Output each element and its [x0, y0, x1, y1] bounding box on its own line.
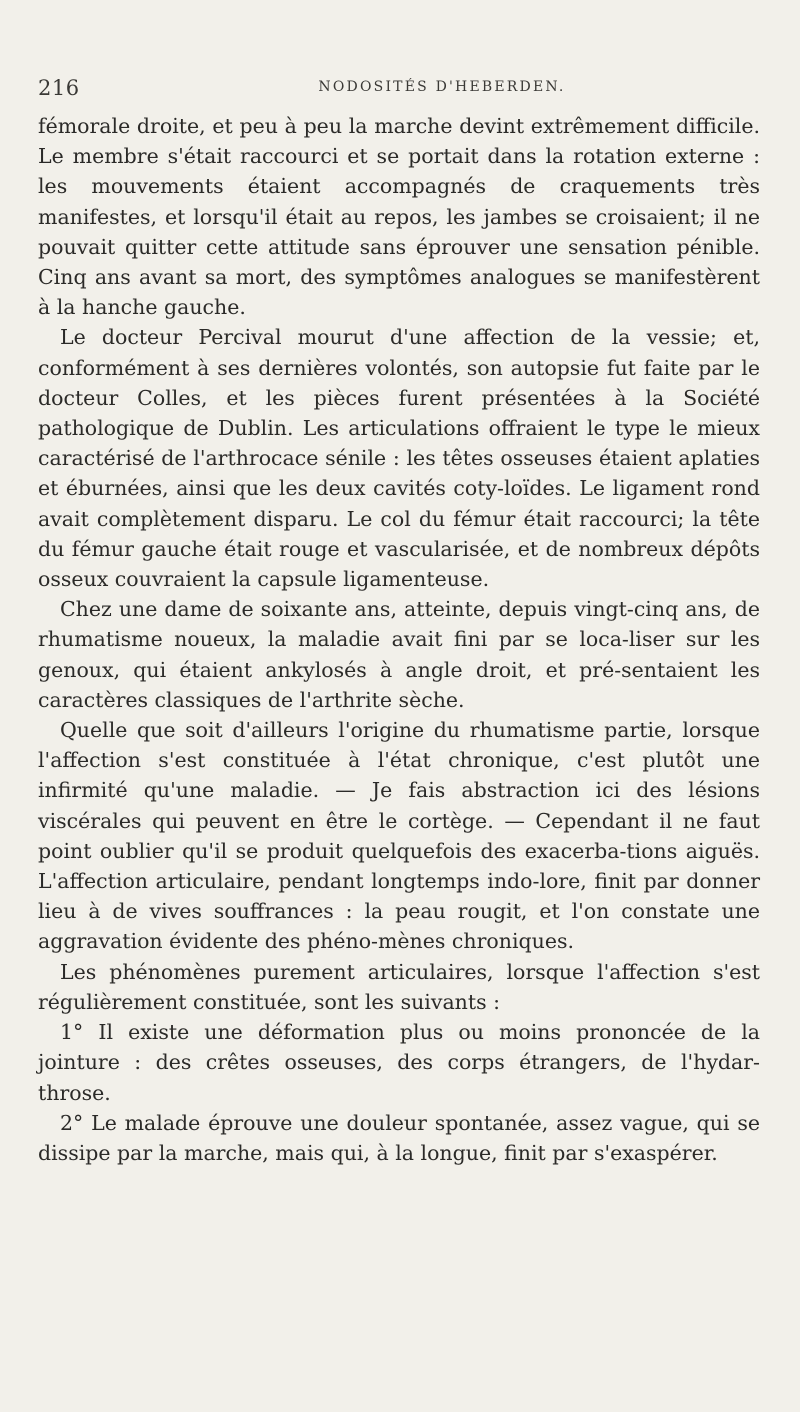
- page-header: [0, 76, 800, 106]
- page-number: 216: [38, 76, 80, 100]
- paragraph-3: Chez une dame de soixante ans, atteinte, depuis vingt-cinq ans, de rhumatisme noueux, la maladie avait fini par se loca-liser sur les genoux, qui étaient ankylosés à angle droit, et pré-sentaient les caractères classiques de l'arthrite sèche.: [38, 597, 760, 712]
- paragraph-7: 2° Le malade éprouve une douleur spontanée, assez vague, qui se dissipe par la marche, mais qui, à la longue, finit par s'exaspérer.: [38, 1110, 760, 1165]
- paragraph-5: Les phénomènes purement articulaires, lorsque l'affection s'est régulièrement constituée, sont les suivants :: [38, 959, 760, 1014]
- running-head: NODOSITÉS D'HEBERDEN.: [318, 79, 566, 95]
- body-text: [38, 111, 760, 1168]
- paragraph-1: fémorale droite, et peu à peu la marche devint extrêmement difficile. Le membre s'était raccourci et se portait dans la rotation externe : les mouvements étaient accompagnés de craquements très manifestes, et lorsqu'il était au repos, les jambes se croisaient; il ne pouvait quitter cette attitude sans éprouver une sensation pénible. Cinq ans avant sa mort, des symptômes analogues se manifestèrent à la hanche gauche.: [38, 114, 760, 320]
- paragraph-6: 1° Il existe une déformation plus ou moins prononcée de la jointure : des crêtes osseuses, des corps étrangers, de l'hydar-throse.: [38, 1020, 760, 1105]
- paragraph-4: Quelle que soit d'ailleurs l'origine du rhumatisme partie, lorsque l'affection s'est constituée à l'état chronique, c'est plutôt une infirmité qu'une maladie. — Je fais abstraction ici des lésions viscérales qui peuvent en être le cortège. — Cependant il ne faut point oublier qu'il se produit quelquefois des exacerba-tions aiguës. L'affection articulaire, pendant longtemps indo-lore, finit par donner lieu à de vives souffrances : la peau rougit, et l'on constate une aggravation évidente des phéno-mènes chroniques.: [38, 718, 760, 954]
- paragraph-2: Le docteur Percival mourut d'une affection de la vessie; et, conformément à ses dernières volontés, son autopsie fut faite par le docteur Colles, et les pièces furent présentées à la Société pathologique de Dublin. Les articulations offraient le type le mieux caractérisé de l'arthrocace sénile : les têtes osseuses étaient aplaties et éburnées, ainsi que les deux cavités coty-loïdes. Le ligament rond avait complètement disparu. Le col du fémur était raccourci; la tête du fémur gauche était rouge et vascularisée, et de nombreux dépôts osseux couvraient la capsule ligamenteuse.: [38, 325, 760, 592]
